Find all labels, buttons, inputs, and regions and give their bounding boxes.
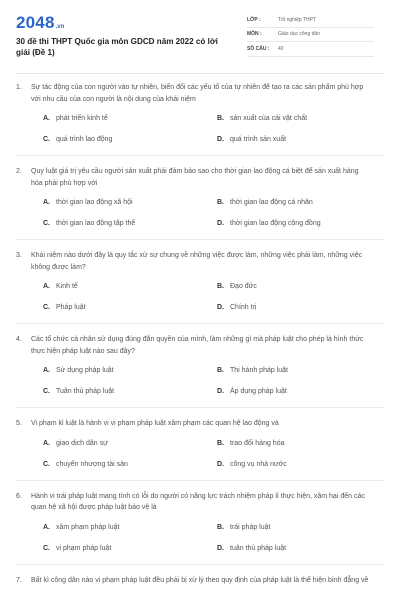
option-text: thời gian lao động cá nhân xyxy=(230,199,313,206)
site-logo[interactable] xyxy=(16,13,231,33)
option-a[interactable] xyxy=(43,114,217,123)
option-text: Pháp luật xyxy=(56,304,86,311)
option-letter: C. xyxy=(43,544,50,552)
question-text: Sự tác động của con người vào tự nhiên, biến đổi các yếu tố của tự nhiên để tạo ra các sản phẩm phù hợp với nhu cầu của con người là nội dung của khái niệm xyxy=(31,84,364,103)
question-number: 1. xyxy=(16,84,22,91)
option-a[interactable] xyxy=(43,366,217,375)
option-letter: D. xyxy=(217,304,224,311)
question-number: 3. xyxy=(16,252,22,259)
option-letter: B. xyxy=(217,283,224,290)
options-grid xyxy=(16,439,384,469)
meta-key: SỐ CÂU : xyxy=(247,45,270,52)
option-d[interactable] xyxy=(217,303,391,312)
option-b[interactable] xyxy=(217,523,391,532)
option-letter: A. xyxy=(43,367,50,374)
option-text: Đạo đức xyxy=(230,283,257,290)
option-text: thời gian lao động tập thể xyxy=(56,220,136,227)
document-header xyxy=(16,0,384,74)
option-text: Sử dụng pháp luật xyxy=(56,367,114,374)
question-7 xyxy=(16,575,384,587)
option-text: Áp dụng pháp luật xyxy=(230,388,287,395)
options-grid xyxy=(16,523,384,553)
option-c[interactable] xyxy=(43,219,217,228)
question-4 xyxy=(16,334,384,396)
option-letter: C. xyxy=(43,304,50,311)
option-d[interactable] xyxy=(217,387,391,396)
option-b[interactable] xyxy=(217,439,391,448)
option-letter: A. xyxy=(43,523,50,531)
question-stem xyxy=(16,334,384,357)
question-number: 6. xyxy=(16,492,22,500)
option-letter: D. xyxy=(217,220,224,227)
question-stem xyxy=(16,166,384,189)
option-letter: C. xyxy=(43,220,50,227)
option-text: công vụ nhà nước xyxy=(230,460,287,468)
question-2 xyxy=(16,166,384,228)
option-text: trao đổi hàng hóa xyxy=(230,439,285,447)
option-letter: B. xyxy=(217,199,224,206)
option-letter: B. xyxy=(217,439,224,447)
document-title: 30 đề thi THPT Quốc gia môn GDCD năm 2022 có lời giải (Đề 1) xyxy=(16,37,218,57)
meta-table xyxy=(247,13,374,73)
option-text: tuân thủ pháp luật xyxy=(230,544,287,552)
option-text: thời gian lao động xã hội xyxy=(56,199,133,206)
meta-row-subject xyxy=(247,28,374,43)
question-text: Vi phạm kỉ luật là hành vi vi phạm pháp luật xâm phạm các quan hệ lao động và xyxy=(31,420,279,427)
option-c[interactable] xyxy=(43,135,217,144)
question-text: Các tổ chức cá nhân sử dụng đúng đắn quyền của mình, làm những gì mà pháp luật cho phép là hình thức thực hiện pháp luật nào sau đây? xyxy=(31,336,364,355)
question-text: Quy luật giá trị yêu cầu người sản xuất phải đảm bảo sao cho thời gian lao động cá biệt để sản xuất hàng hóa phải phù hợp với xyxy=(31,168,359,187)
question-6 xyxy=(16,491,384,553)
divider xyxy=(16,155,384,156)
meta-row-count xyxy=(247,42,374,57)
option-d[interactable] xyxy=(217,544,391,553)
option-letter: C. xyxy=(43,388,50,395)
divider xyxy=(16,564,384,565)
meta-value: Giáo dục công dân xyxy=(278,31,320,38)
options-grid xyxy=(16,114,384,144)
option-b[interactable] xyxy=(217,282,391,291)
option-text: chuyển nhượng tài sản xyxy=(56,460,128,468)
option-letter: D. xyxy=(217,136,224,143)
option-b[interactable] xyxy=(217,114,391,123)
option-b[interactable] xyxy=(217,366,391,375)
question-stem xyxy=(16,491,384,514)
option-letter: C. xyxy=(43,460,50,468)
option-letter: A. xyxy=(43,439,50,447)
options-grid xyxy=(16,282,384,312)
option-text: vi phạm pháp luật xyxy=(56,544,112,552)
option-letter: B. xyxy=(217,115,224,122)
header-left xyxy=(16,13,231,73)
option-letter: B. xyxy=(217,367,224,374)
question-text: Bất kì công dân nào vi phạm pháp luật đều phải bị xử lý theo quy định của pháp luật là thể hiện bình đẳng về xyxy=(31,576,369,584)
option-text: giao dịch dân sự xyxy=(56,439,108,447)
option-letter: C. xyxy=(43,136,50,143)
option-letter: D. xyxy=(217,388,224,395)
option-letter: A. xyxy=(43,115,50,122)
meta-row-class xyxy=(247,13,374,28)
question-stem xyxy=(16,82,384,105)
divider xyxy=(16,480,384,481)
option-d[interactable] xyxy=(217,219,391,228)
option-letter: A. xyxy=(43,199,50,206)
option-c[interactable] xyxy=(43,303,217,312)
divider xyxy=(16,323,384,324)
option-c[interactable] xyxy=(43,460,217,469)
option-text: thời gian lao động cộng đồng xyxy=(230,220,321,227)
option-letter: D. xyxy=(217,460,224,468)
options-grid xyxy=(16,198,384,228)
option-text: Tuân thủ pháp luật xyxy=(56,388,115,395)
question-3 xyxy=(16,250,384,312)
option-c[interactable] xyxy=(43,387,217,396)
option-a[interactable] xyxy=(43,198,217,207)
question-1 xyxy=(16,82,384,144)
question-number: 5. xyxy=(16,420,22,427)
option-d[interactable] xyxy=(217,135,391,144)
question-text: Hành vi trái pháp luật mang tính có lỗi do người có năng lực trách nhiệm pháp lí thực hiện, xâm hại đến các quan hệ xã hội được pháp luật bảo vệ là xyxy=(31,492,365,511)
question-5 xyxy=(16,418,384,469)
logo-main: 2048 xyxy=(16,13,55,32)
option-text: quá trình lao động xyxy=(56,136,113,143)
divider xyxy=(16,239,384,240)
option-text: sản xuất của cải vật chất xyxy=(230,115,308,122)
question-number: 4. xyxy=(16,336,22,343)
option-a[interactable] xyxy=(43,439,217,448)
meta-key: MÔN : xyxy=(247,31,262,38)
option-letter: B. xyxy=(217,523,224,531)
question-number: 2. xyxy=(16,168,22,175)
logo-ext: .vn xyxy=(55,24,65,30)
option-a[interactable] xyxy=(43,282,217,291)
meta-value: 40 xyxy=(278,45,284,52)
option-text: Chính trị xyxy=(230,304,257,311)
question-list xyxy=(16,74,384,586)
question-stem xyxy=(16,418,384,430)
question-stem xyxy=(16,575,384,587)
option-text: trái pháp luật xyxy=(230,523,271,531)
option-text: quá trình sản xuất xyxy=(230,136,287,143)
option-text: Thi hành pháp luật xyxy=(230,367,288,374)
option-b[interactable] xyxy=(217,198,391,207)
option-text: xâm phạm pháp luật xyxy=(56,523,120,531)
meta-value: Tốt nghiệp THPT xyxy=(278,16,316,23)
question-stem xyxy=(16,250,384,273)
divider xyxy=(16,407,384,408)
option-letter: D. xyxy=(217,544,224,552)
question-text: Khái niệm nào dưới đây là quy tắc xử sự chung về những việc được làm, những việc phải làm, những việc không được làm? xyxy=(31,252,363,271)
option-d[interactable] xyxy=(217,460,391,469)
option-a[interactable] xyxy=(43,523,217,532)
question-number: 7. xyxy=(16,576,22,584)
option-c[interactable] xyxy=(43,544,217,553)
option-text: Kinh tế xyxy=(56,283,78,290)
option-letter: A. xyxy=(43,283,50,290)
meta-key: LỚP : xyxy=(247,16,261,23)
options-grid xyxy=(16,366,384,396)
option-text: phát triển kinh tế xyxy=(56,115,108,122)
